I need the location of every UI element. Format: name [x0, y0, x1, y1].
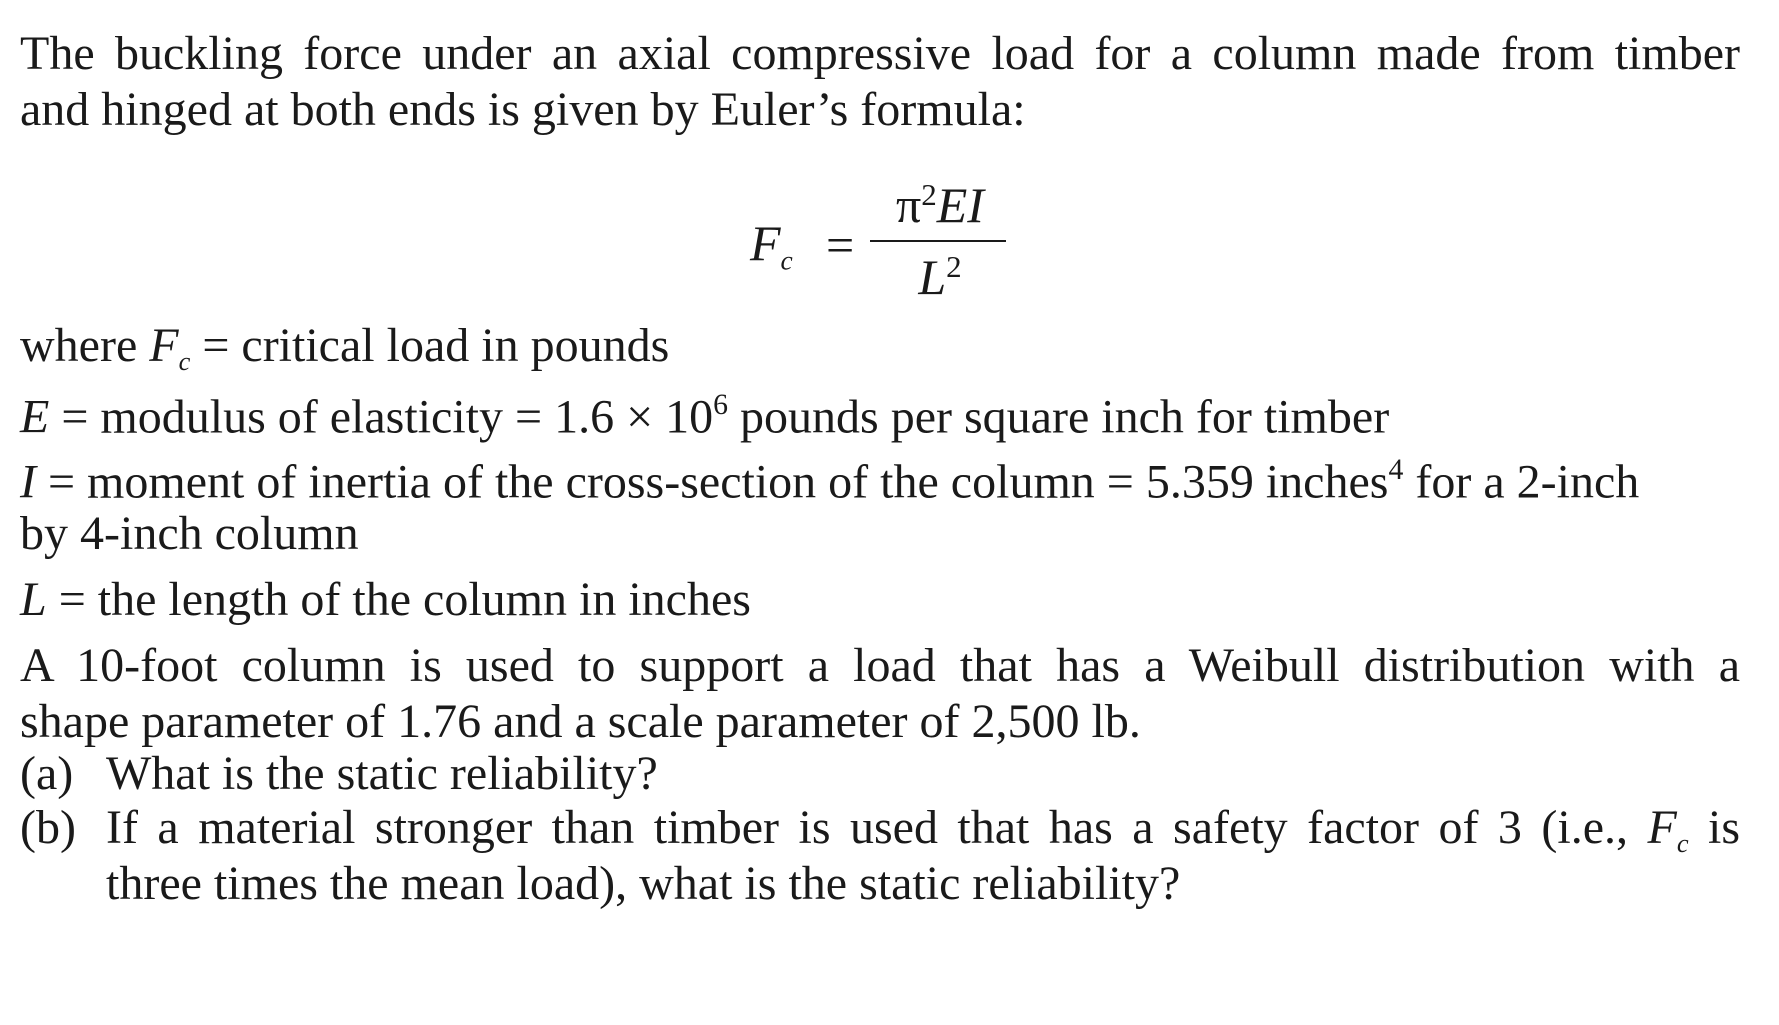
definition-l: L = the length of the column in inches — [20, 573, 751, 626]
question-b-label: (b) — [20, 801, 76, 854]
formula-denominator: $L^2$ — [918, 248, 962, 305]
question-a-text: What is the static reliability? — [106, 747, 658, 800]
fraction-bar — [870, 240, 1006, 242]
intro-line-2: and hinged at both ends is given by Euler’s formula: — [20, 83, 1026, 136]
definition-i-line-2: by 4-inch column — [20, 507, 359, 560]
formula-lhs: $F_c$ — [750, 215, 793, 276]
question-b-line-1: If a material stronger than timber is used that has a safety factor of 3 (i.e., $F_c$ is — [106, 801, 1741, 859]
definition-fc: where $F_c$ = critical load in pounds — [20, 319, 670, 377]
euler-formula — [750, 176, 1010, 306]
definition-i: I = moment of inertia of the cross-section of the column = 5.359 inches$^4$ for a 2-inch — [20, 453, 1640, 509]
question-b-line-2: three times the mean load), what is the static reliability? — [106, 857, 1181, 910]
intro-line-1: The buckling force under an axial compressive load for a column made from timber — [20, 27, 1740, 80]
definition-e: E = modulus of elasticity = $1.6 \times 10^6$ pounds per square inch for timber — [20, 388, 1390, 444]
problem-line-1: A 10-foot column is used to support a load that has a Weibull distribution with a — [20, 639, 1740, 692]
formula-equals: = — [826, 217, 855, 273]
problem-line-2: shape parameter of 1.76 and a scale parameter of 2,500 lb. — [20, 695, 1141, 748]
formula-numerator: $\pi^2EI$ — [896, 176, 984, 233]
question-a-label: (a) — [20, 747, 74, 800]
